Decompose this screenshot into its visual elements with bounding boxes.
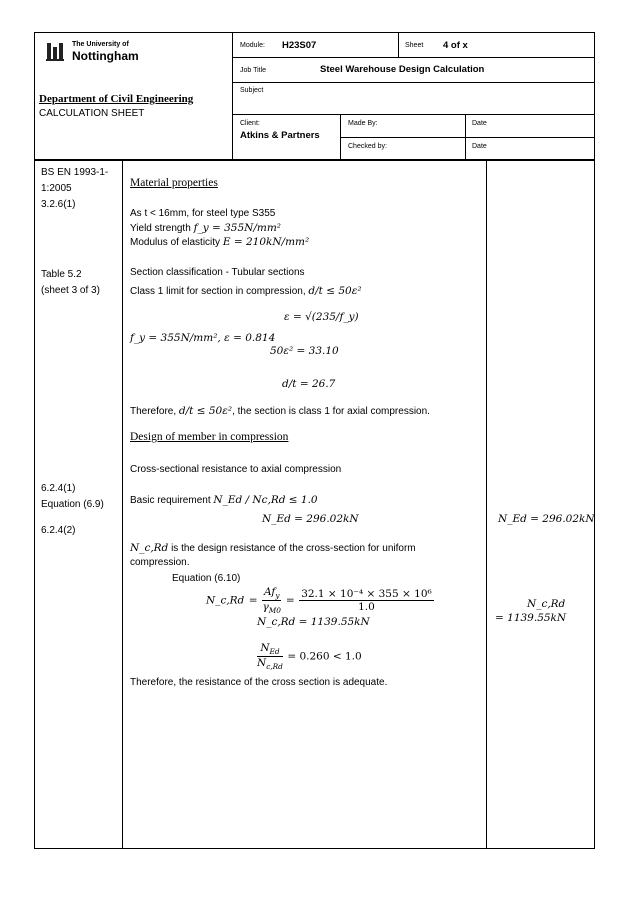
afy-fraction: $\frac{Af_y}{\gamma_{M0}}$ <box>262 586 281 616</box>
fy-epsilon: f_y = 355N/mm², ε = 0.814 <box>130 332 276 344</box>
cross-section-resistance: Cross-sectional resistance to axial compression <box>130 464 342 475</box>
module-value: H23S07 <box>282 40 317 51</box>
sheet-value: 4 of x <box>443 40 468 51</box>
row-line-4 <box>340 137 595 138</box>
ratio-value: = 0.260 < 1.0 <box>287 650 362 663</box>
therefore-adequate: Therefore, the resistance of the cross section is adequate. <box>130 677 388 688</box>
vline-sheet <box>398 32 399 58</box>
module-label: Module: <box>240 42 265 49</box>
jobtitle-value: Steel Warehouse Design Calculation <box>320 64 485 75</box>
ref-line: 3.2.6(1) <box>41 199 76 210</box>
ref-line: Table 5.2 <box>41 269 82 280</box>
department-title: Department of Civil Engineering <box>39 93 194 105</box>
class1-limit <box>130 284 362 299</box>
ref-line: 6.2.4(2) <box>41 525 76 536</box>
sheet-label: Sheet <box>405 42 424 49</box>
section-class-title: Section classification - Tubular sections <box>130 267 305 278</box>
mat-line-3 <box>130 235 309 250</box>
basic-requirement <box>130 493 318 508</box>
mat-line-1: As t < 16mm, for steel type S355 <box>130 208 276 219</box>
fraction-denominator: 1.0 <box>358 601 375 614</box>
subject-label: Subject <box>240 87 264 94</box>
ned-value: N_Ed = 296.02kN <box>262 513 359 525</box>
fraction-numerator: 32.1 × 10⁻⁴ × 355 × 10⁶ <box>301 588 432 601</box>
result-ncrd-value: = 1139.55kN <box>495 612 567 624</box>
ref-line: 1:2005 <box>41 183 72 194</box>
header-divider <box>34 159 595 161</box>
vline-client <box>340 114 341 160</box>
numeric-fraction <box>299 588 434 613</box>
header-vsplit <box>232 32 233 160</box>
therefore-conclusion: , the section is class 1 for axial compression. <box>232 406 430 417</box>
ratio-check <box>257 642 362 671</box>
ref-line: (sheet 3 of 3) <box>41 285 100 296</box>
fifty-epsilon: 50ε² = 33.10 <box>270 345 339 357</box>
mat-line-2 <box>130 221 281 236</box>
material-properties-title: Material properties <box>130 177 218 189</box>
sheet-type: CALCULATION SHEET <box>39 108 145 119</box>
modulus-label: Modulus of elasticity <box>130 237 221 248</box>
equation-610: Equation (6.10) <box>172 573 241 584</box>
client-value: Atkins & Partners <box>240 130 320 141</box>
client-label: Client: <box>240 120 260 127</box>
ref-line: BS EN 1993-1- <box>41 167 109 178</box>
frame-bottom <box>34 848 595 849</box>
class1-label: Class 1 limit for section in compression, <box>130 286 306 297</box>
logo-line2: Nottingham <box>72 49 139 63</box>
therefore-class1 <box>130 404 430 419</box>
ncrd-desc-1: is the design resistance of the cross-section for uniform <box>171 543 416 554</box>
frame-left <box>34 32 35 849</box>
ncrd-lhs: N_c,Rd <box>206 594 245 607</box>
class1-equation: d/t ≤ 50ε² <box>308 285 362 297</box>
ncrd-symbol: N_c,Rd <box>130 542 169 554</box>
jobtitle-label: Job Title <box>240 67 267 74</box>
row-line-3 <box>232 114 595 115</box>
result-ned: N_Ed = 296.02kN <box>498 513 595 525</box>
ratio-fraction: $\frac{N_{Ed}}{N_{c,Rd}}$ <box>257 642 283 672</box>
yield-equation: f_y = 355N/mm² <box>193 222 281 234</box>
crest-icon <box>45 41 67 63</box>
result-ncrd-label: N_c,Rd <box>527 598 566 610</box>
ref-line: 6.2.4(1) <box>41 483 76 494</box>
university-logo <box>45 40 155 64</box>
body-col-2 <box>486 160 487 849</box>
frame-top <box>34 32 595 33</box>
design-member-title: Design of member in compression <box>130 431 289 443</box>
row-line-1 <box>232 57 595 58</box>
ncrd-desc-2: compression. <box>130 557 190 568</box>
basic-label: Basic requirement <box>130 495 211 506</box>
vline-date <box>465 114 466 160</box>
therefore-equation: d/t ≤ 50ε² <box>178 405 233 417</box>
basic-equation: N_Ed / Nc,Rd ≤ 1.0 <box>213 494 318 506</box>
date-label-1: Date <box>472 120 487 127</box>
ref-block-1 <box>41 166 108 212</box>
madeby-label: Made By: <box>348 120 378 127</box>
epsilon-equation: ε = √(235/f_y) <box>284 311 359 323</box>
yield-label: Yield strength <box>130 223 191 234</box>
date-label-2: Date <box>472 143 487 150</box>
body-col-1 <box>122 160 123 849</box>
ncrd-description <box>130 541 480 570</box>
ref-block-3 <box>41 482 104 538</box>
ncrd-value: N_c,Rd = 1139.55kN <box>257 616 370 628</box>
checkedby-label: Checked by: <box>348 143 387 150</box>
logo-line1: The University of <box>72 41 129 48</box>
therefore-label: Therefore, <box>130 406 177 417</box>
frame-right <box>594 32 595 849</box>
ref-line: Equation (6.9) <box>41 499 104 510</box>
row-line-2 <box>232 82 595 83</box>
ncrd-formula: N_c,Rd = $\frac{Af_y}{\gamma_{M0}}$ = $\frac{\text{32.1 × 10⁻⁴ × 355 × 10⁶}}{1.0}$ <box>206 586 432 616</box>
d-over-t: d/t = 26.7 <box>282 378 336 390</box>
ref-block-2 <box>41 268 100 298</box>
modulus-equation: E = 210kN/mm² <box>222 236 310 248</box>
